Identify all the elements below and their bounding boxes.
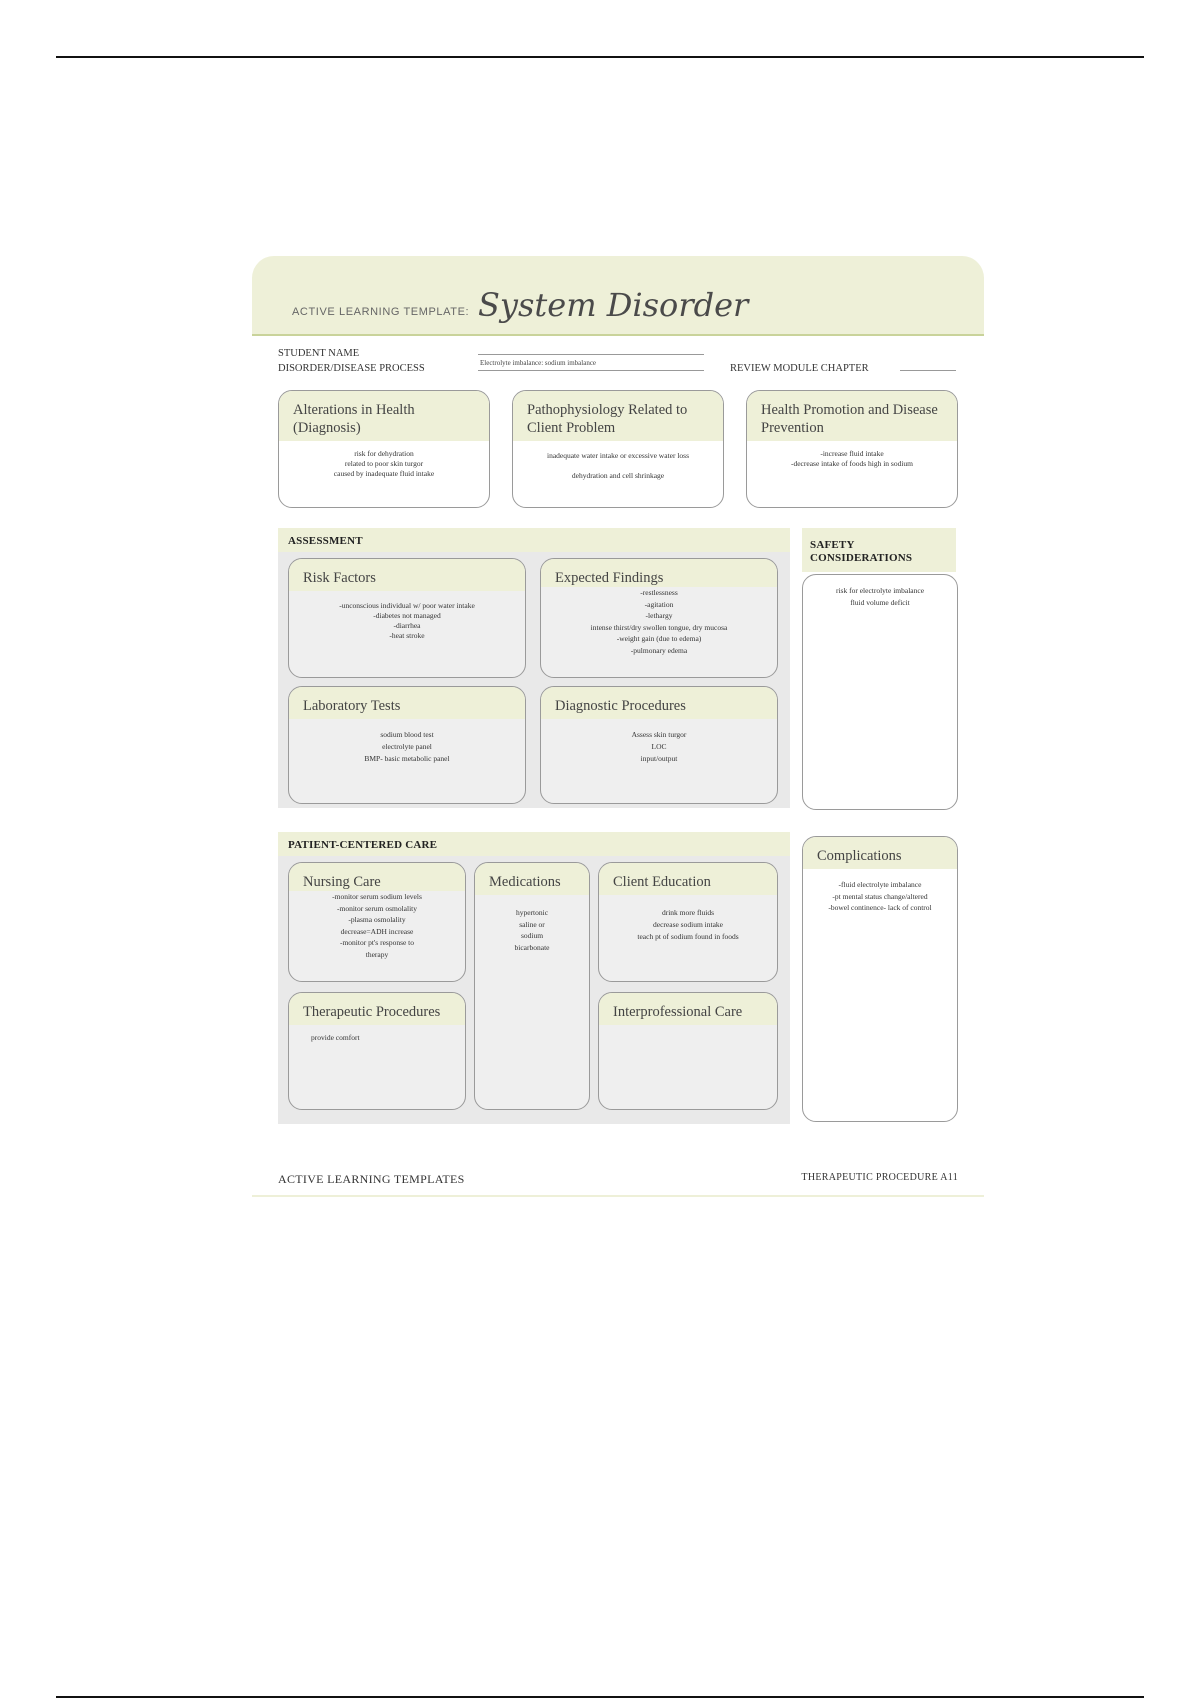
text-line: caused by inadequate fluid intake — [333, 469, 435, 478]
text-line: -lethargy — [645, 611, 673, 620]
text-line: -monitor pt's response to — [339, 938, 415, 947]
text-line: -diarrhea — [393, 621, 421, 630]
review-module-label: REVIEW MODULE CHAPTER — [730, 363, 869, 374]
laboratory-tests-title: Laboratory Tests — [289, 687, 525, 719]
page-title: System Disorder — [478, 286, 749, 324]
disorder-line — [478, 370, 704, 371]
text-line: therapy — [365, 949, 389, 959]
text-line: bicarbonate — [514, 942, 550, 952]
nursing-care-body — [289, 891, 465, 964]
therapeutic-procedures-card — [288, 992, 466, 1110]
health-promotion-body — [747, 441, 957, 473]
laboratory-tests-body — [289, 719, 525, 769]
safety-body — [803, 575, 957, 613]
patient-centered-care-section — [278, 832, 790, 1124]
bottom-rule — [56, 1696, 1144, 1698]
text-line: -unconscious individual w/ poor water intake — [339, 601, 475, 610]
expected-findings-title: Expected Findings — [541, 559, 777, 587]
medications-body — [475, 895, 589, 957]
complications-title: Complications — [803, 837, 957, 869]
text-line: inadequate water intake or excessive water loss — [546, 451, 690, 460]
text-line: fluid volume deficit — [850, 598, 910, 607]
text-line: sodium — [520, 931, 544, 940]
alterations-title: Alterations in Health (Diagnosis) — [279, 391, 489, 441]
laboratory-tests-card — [288, 686, 526, 804]
nursing-care-card — [288, 862, 466, 982]
text-line: teach pt of sodium found in foods — [637, 932, 739, 941]
assessment-section — [278, 528, 790, 808]
medications-title: Medications — [475, 863, 589, 895]
student-name-line — [478, 354, 704, 355]
patient-care-title: PATIENT-CENTERED CARE — [288, 839, 438, 851]
client-education-card — [598, 862, 778, 982]
risk-factors-card — [288, 558, 526, 678]
client-education-title: Client Education — [599, 863, 777, 895]
medications-card — [474, 862, 590, 1110]
diagnostic-procedures-card — [540, 686, 778, 804]
header-band — [252, 256, 984, 336]
text-line: -plasma osmolality — [348, 915, 406, 924]
pathophysiology-card — [512, 390, 724, 508]
text-line — [521, 461, 715, 471]
disorder-label: DISORDER/DISEASE PROCESS — [278, 363, 425, 374]
pathophysiology-title: Pathophysiology Related to Client Problem — [513, 391, 723, 441]
text-line: -fluid electrolyte imbalance — [838, 880, 922, 889]
text-line: LOC — [651, 742, 667, 751]
footer-rule — [252, 1195, 984, 1197]
text-line: -heat stroke — [389, 631, 425, 640]
review-module-line — [900, 370, 956, 371]
text-line: risk for electrolyte imbalance — [835, 586, 925, 595]
alterations-card — [278, 390, 490, 508]
text-line: decrease sodium intake — [653, 920, 723, 929]
header-label: ACTIVE LEARNING TEMPLATE: — [292, 306, 470, 318]
text-line: -weight gain (due to edema) — [616, 634, 702, 643]
text-line: -pt mental status change/altered — [832, 891, 928, 901]
expected-findings-body — [541, 587, 777, 660]
text-line: -pulmonary edema — [630, 645, 688, 655]
text-line: -monitor serum osmolality — [337, 903, 417, 913]
interprofessional-care-card — [598, 992, 778, 1110]
complications-card — [802, 836, 958, 1122]
text-line: BMP- basic metabolic panel — [364, 754, 450, 763]
text-line: electrolyte panel — [382, 742, 432, 751]
text-line: hypertonic — [515, 908, 549, 917]
text-line: provide comfort — [311, 1033, 360, 1042]
diagnostic-procedures-title: Diagnostic Procedures — [541, 687, 777, 719]
text-line: -decrease intake of foods high in sodium — [790, 459, 914, 468]
diagnostic-procedures-body — [541, 719, 777, 769]
text-line: decrease=ADH increase — [340, 926, 414, 936]
safety-title: SAFETY CONSIDERATIONS — [810, 539, 913, 564]
risk-factors-body — [289, 591, 525, 645]
template-sheet — [252, 256, 984, 1198]
text-line: intense thirst/dry swollen tongue, dry mucosa — [590, 622, 728, 632]
footer-right: THERAPEUTIC PROCEDURE A11 — [801, 1172, 958, 1183]
text-line: -agitation — [644, 599, 674, 609]
health-promotion-card — [746, 390, 958, 508]
nursing-care-title: Nursing Care — [289, 863, 465, 891]
text-line: -bowel continence- lack of control — [828, 903, 932, 912]
text-line: input/output — [640, 754, 678, 763]
text-line: risk for dehydration — [354, 449, 414, 458]
disorder-value: Electrolyte imbalance: sodium imbalance — [480, 359, 597, 367]
complications-body — [803, 869, 957, 918]
interprofessional-care-title: Interprofessional Care — [599, 993, 777, 1025]
text-line: -restlessness — [640, 588, 678, 597]
student-name-label: STUDENT NAME — [278, 348, 360, 359]
top-rule — [56, 56, 1144, 58]
text-line: -diabetes not managed — [373, 611, 441, 620]
footer-left: ACTIVE LEARNING TEMPLATES — [278, 1172, 465, 1186]
text-line: related to poor skin turgor — [344, 459, 424, 468]
client-education-body — [599, 895, 777, 947]
therapeutic-procedures-title: Therapeutic Procedures — [289, 993, 465, 1025]
health-promotion-title: Health Promotion and Disease Prevention — [747, 391, 957, 441]
text-line: sodium blood test — [380, 730, 434, 739]
safety-card — [802, 574, 958, 810]
text-line: Assess skin turgor — [631, 730, 687, 739]
expected-findings-card — [540, 558, 778, 678]
alterations-body — [279, 441, 489, 483]
text-line: saline or — [519, 919, 545, 929]
text-line: -increase fluid intake — [820, 449, 884, 458]
therapeutic-procedures-body — [289, 1025, 465, 1047]
text-line: dehydration and cell shrinkage — [571, 471, 665, 480]
assessment-title: ASSESSMENT — [288, 535, 363, 547]
text-line: drink more fluids — [661, 908, 715, 917]
text-line: -monitor serum sodium levels — [332, 892, 422, 901]
pathophysiology-body — [513, 441, 723, 485]
risk-factors-title: Risk Factors — [289, 559, 525, 591]
